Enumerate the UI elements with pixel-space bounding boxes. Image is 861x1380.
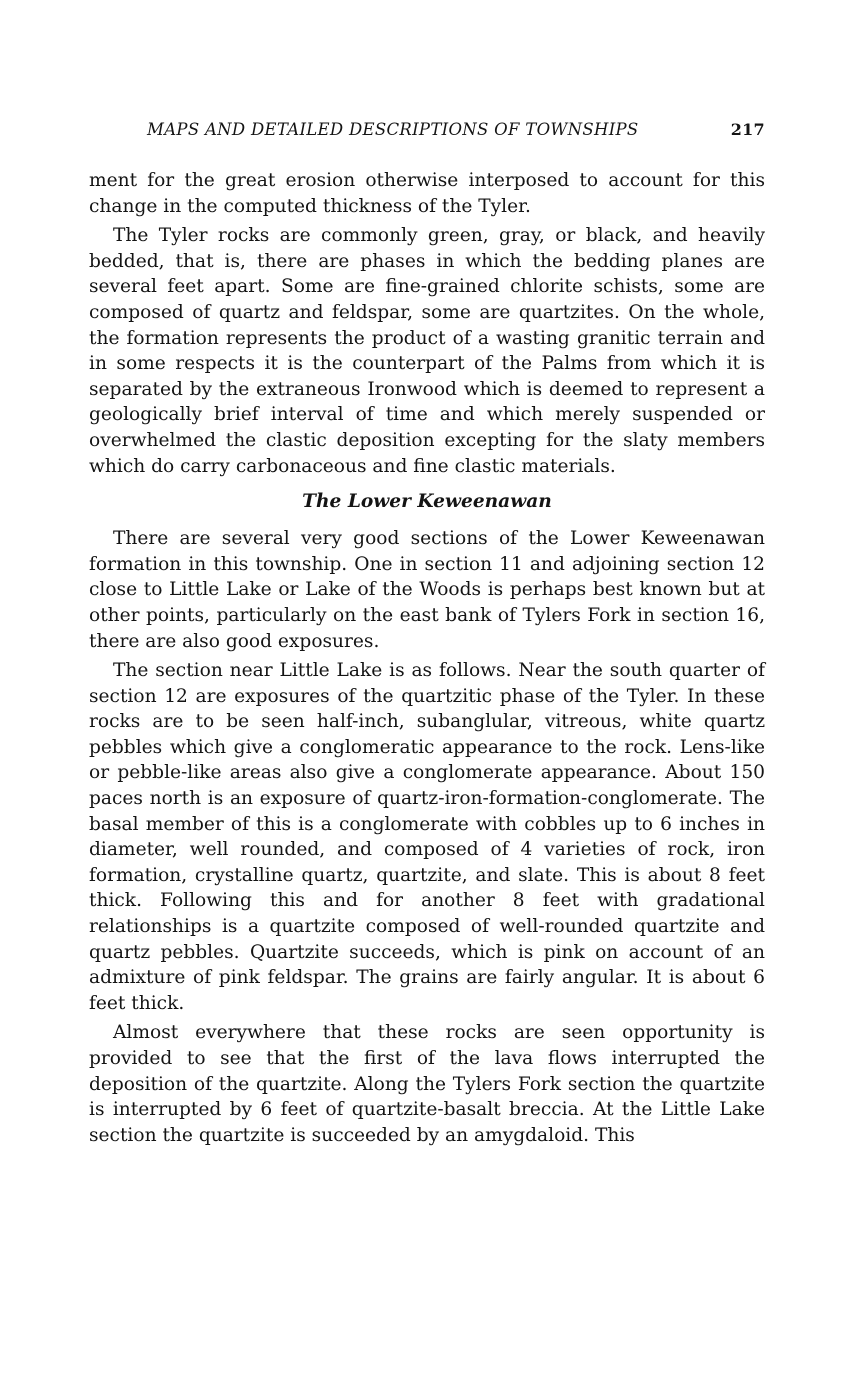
page-number: 217 [730,120,765,139]
running-header [89,118,765,146]
section-heading: The Lower Keweenawan [302,491,552,513]
paragraph: The Tyler rocks are commonly green, gray, or black, and heavily bedded, that is, there are phases in which the bedding planes are several feet apart. Some are fine-grained chlorite schists, some are composed of quartz and feldspar, some are quartzites. On the whole, the formation represents the product of a wasting granitic terrain and in some respects it is the counterpart of the Palms from which it is separated by the extraneous Ironwood which is deemed to represent a geologically brief interval of time and which merely suspended or overwhelmed the clastic deposition excepting for the slaty members which do carry carbonaceous and fine clastic materials. [89,225,765,477]
running-title: MAPS AND DETAILED DESCRIPTIONS OF TOWNSHIPS [147,120,639,139]
body-text [89,168,765,1148]
paragraph-continued: ment for the great erosion otherwise interposed to account for this change in the computed thickness of the Tyler. [89,170,765,217]
paragraph: Almost everywhere that these rocks are seen opportunity is provided to see that the first of the lava flows interrupted the deposition of the quartzite. Along the Tylers Fork section the quartzite is interrupted by 6 feet of quartzite-basalt breccia. At the Little Lake section the quartzite is succeeded by an amygdaloid. This [89,1022,765,1146]
paragraph: The section near Little Lake is as follows. Near the south quarter of section 12 are exposures of the quartzitic phase of the Tyler. In these rocks are to be seen half-inch, subanglular, vitreous, white quartz pebbles which give a conglomeratic appearance to the rock. Lens-like or pebble-like areas also give a conglomerate appearance. About 150 paces north is an exposure of quartz-iron-formation-conglomerate. The basal member of this is a conglomerate with cobbles up to 6 inches in diameter, well rounded, and composed of 4 varieties of rock, iron formation, crystalline quartz, quartzite, and slate. This is about 8 feet thick. Following this and for another 8 feet with gradational relationships is a quartzite composed of well-rounded quartzite and quartz pebbles. Quartzite succeeds, which is pink on account of an admixture of pink feldspar. The grains are fairly angular. It is about 6 feet thick. [89,660,765,1014]
document-page [89,118,765,1152]
paragraph: There are several very good sections of the Lower Keweenawan formation in this township. One in section 11 and adjoining section 12 close to Little Lake or Lake of the Woods is perhaps best known but at other points, particularly on the east bank of Tylers Fork in section 16, there are also good exposures. [89,528,765,652]
